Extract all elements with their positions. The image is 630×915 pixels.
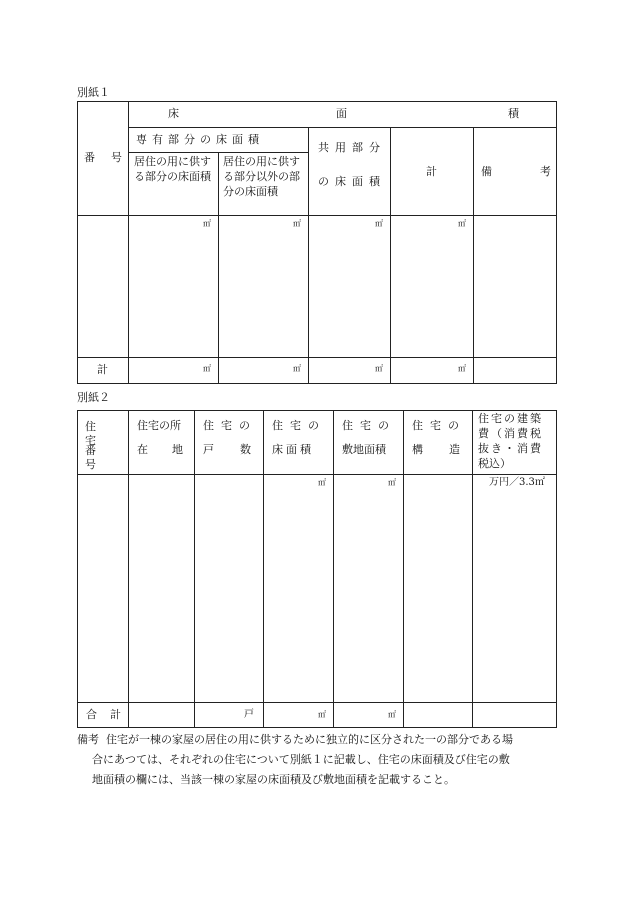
- col-cost-l2: 費（消費税: [478, 427, 543, 440]
- col-cost-l4: 税込）: [478, 457, 511, 470]
- private-other-header: 居住の用に供する部分以外の部分の床面積: [223, 155, 300, 198]
- col-structure-b: 構造: [412, 443, 486, 456]
- col-number-1: 番: [84, 151, 95, 164]
- col-house-number-b: [85, 444, 121, 472]
- col-location-b: 在地: [137, 443, 207, 456]
- unit-m2: ㎡: [458, 219, 466, 228]
- col-site-area-b: 敷地面積: [342, 443, 386, 456]
- unit-m2: ㎡: [375, 364, 383, 373]
- remarks-header-1: 備: [481, 165, 492, 178]
- note-label: 備考: [77, 733, 99, 746]
- unit-m2: ㎡: [318, 710, 326, 719]
- unit-m2: ㎡: [318, 478, 326, 487]
- unit-m2: ㎡: [388, 478, 396, 487]
- total-column-header: 計: [426, 165, 437, 178]
- unit-m2: ㎡: [293, 219, 301, 228]
- col-site-area-a: 住宅の: [342, 419, 396, 432]
- col-location-a: 住宅の所: [137, 419, 181, 432]
- common-area-line1: 共用部分: [318, 141, 386, 154]
- total-label-b: 計: [110, 708, 121, 721]
- unit-m2: ㎡: [203, 364, 211, 373]
- col-number-2: 号: [111, 151, 122, 164]
- note-line2: 合にあつては、それぞれの住宅について別紙１に記載し、住宅の床面積及び住宅の敷: [92, 753, 510, 766]
- remarks-header-2: 考: [540, 165, 551, 178]
- common-area-line2: の床面積: [318, 175, 386, 188]
- header-seki: 積: [508, 107, 519, 120]
- col-floor-area-b: 床面積: [272, 443, 314, 456]
- unit-m2: ㎡: [388, 710, 396, 719]
- col-cost-l3: 抜き・消費: [478, 442, 543, 455]
- private-area-header: 専有部分の床面積: [136, 133, 264, 146]
- sheet1-caption: 別紙１: [77, 86, 110, 99]
- col-structure-a: 住宅の: [412, 419, 466, 432]
- col-households-b: 戸数: [203, 443, 277, 456]
- note-line1: 住宅が一棟の家屋の居住の用に供するために独立的に区分された一の部分である場: [106, 733, 513, 746]
- header-floor: 床: [168, 107, 179, 120]
- note-line3: 地面積の欄には、当該一棟の家屋の床面積及び敷地面積を記載すること。: [92, 773, 455, 786]
- sheet2-caption: 別紙２: [77, 391, 110, 404]
- header-area: 面: [336, 107, 347, 120]
- char: 番号: [85, 444, 110, 471]
- unit-m2: ㎡: [375, 219, 383, 228]
- col-cost-l1: 住宅の建築: [478, 412, 543, 425]
- col-households-a: 住宅の: [203, 419, 257, 432]
- char: 住宅: [85, 420, 110, 447]
- private-residential-header: 居住の用に供する部分の床面積: [134, 155, 211, 183]
- total-row-label: 計: [97, 363, 108, 376]
- total-label-a: 合: [86, 708, 97, 721]
- households-unit: 戸: [244, 709, 254, 720]
- cost-unit: 万円／3.3㎡: [489, 477, 545, 488]
- col-floor-area-a: 住宅の: [272, 419, 326, 432]
- unit-m2: ㎡: [293, 364, 301, 373]
- unit-m2: ㎡: [203, 219, 211, 228]
- unit-m2: ㎡: [458, 364, 466, 373]
